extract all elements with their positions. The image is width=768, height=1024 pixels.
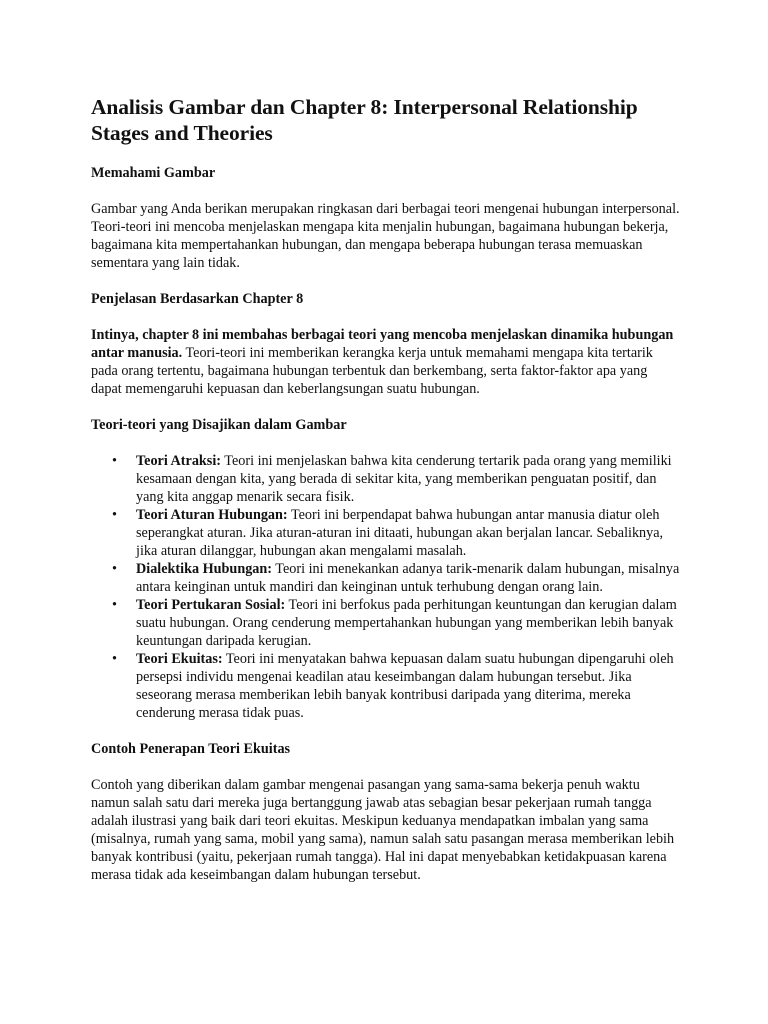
bullet-icon: • xyxy=(112,597,117,613)
penjelasan-lead-bold: Intinya, chapter 8 ini membahas berbagai teori yang mencoba menjelaskan dinamika hubungan antar manusia. xyxy=(91,327,674,361)
theory-term: Teori Aturan Hubungan: xyxy=(136,507,288,523)
theory-description: Teori ini menjelaskan bahwa kita cenderung tertarik pada orang yang memiliki kesamaan dengan kita, yang berada di sekitar kita, yang memberikan penguatan positif, dan yang kita anggap menarik secara fisik. xyxy=(136,453,672,505)
section-heading-contoh: Contoh Penerapan Teori Ekuitas xyxy=(91,741,291,757)
section-heading-teori: Teori-teori yang Disajikan dalam Gambar xyxy=(91,417,347,433)
bullet-icon: • xyxy=(112,453,117,469)
list-item xyxy=(112,452,681,506)
theory-description: Teori ini berfokus pada perhitungan keuntungan dan kerugian dalam suatu hubungan. Orang cenderung mempertahankan hubungan yang memberikan lebih banyak keuntungan daripada kerugian. xyxy=(136,597,677,649)
theory-term: Teori Pertukaran Sosial: xyxy=(136,597,286,613)
bullet-icon: • xyxy=(112,651,117,667)
list-item xyxy=(112,650,681,722)
document-title: Analisis Gambar dan Chapter 8: Interpersonal Relationship Stages and Theories xyxy=(91,95,638,145)
section-heading-penjelasan: Penjelasan Berdasarkan Chapter 8 xyxy=(91,291,304,307)
theory-list xyxy=(91,452,681,722)
bullet-icon: • xyxy=(112,561,117,577)
list-item xyxy=(112,596,681,650)
theory-description: Teori ini menyatakan bahwa kepuasan dalam suatu hubungan dipengaruhi oleh persepsi individu mengenai keadilan atau keseimbangan dalam hubungan tersebut. Jika seseorang merasa memberikan lebih banyak kontribusi daripada yang diterima, mereka cenderung merasa tidak puas. xyxy=(136,651,674,721)
paragraph-penjelasan xyxy=(91,326,681,398)
theory-description: Teori ini menekankan adanya tarik-menarik dalam hubungan, misalnya antara keinginan untuk mandiri dan keinginan untuk terhubung dengan orang lain. xyxy=(136,561,680,595)
theory-term: Dialektika Hubungan: xyxy=(136,561,273,577)
theory-term: Teori Ekuitas: xyxy=(136,651,223,667)
document-body xyxy=(91,94,681,902)
theory-term: Teori Atraksi: xyxy=(136,453,221,469)
bullet-icon: • xyxy=(112,507,117,523)
list-item xyxy=(112,560,681,596)
paragraph-memahami: Gambar yang Anda berikan merupakan ringkasan dari berbagai teori mengenai hubungan interpersonal. Teori-teori ini mencoba menjelaskan mengapa kita menjalin hubungan, bagaimana hubungan bekerja, bagaimana kita mempertahankan hubungan, dan mengapa beberapa hubungan terasa memuaskan sementara yang lain tidak. xyxy=(91,201,680,271)
list-item xyxy=(112,506,681,560)
section-heading-memahami: Memahami Gambar xyxy=(91,165,216,181)
theory-description: Teori ini berpendapat bahwa hubungan antar manusia diatur oleh seperangkat aturan. Jika aturan-aturan ini ditaati, hubungan akan berjalan lancar. Sebaliknya, jika aturan dilanggar, hubungan akan mengalami masalah. xyxy=(136,507,664,559)
penjelasan-lead-rest: Teori-teori ini memberikan kerangka kerja untuk memahami mengapa kita tertarik pada orang tertentu, bagaimana hubungan terbentuk dan berkembang, serta faktor-faktor apa yang dapat memengaruhi kepuasan dan keberlangsungan suatu hubungan. xyxy=(91,345,653,397)
paragraph-contoh: Contoh yang diberikan dalam gambar mengenai pasangan yang sama-sama bekerja penuh waktu namun salah satu dari mereka juga bertanggung jawab atas sebagian besar pekerjaan rumah tangga adalah ilustrasi yang baik dari teori ekuitas. Meskipun keduanya mendapatkan imbalan yang sama (misalnya, rumah yang sama, mobil yang sama), namun salah satu pasangan merasa memberikan lebih banyak kontribusi (yaitu, pekerjaan rumah tangga). Hal ini dapat menyebabkan ketidakpuasan karena merasa tidak ada keseimbangan dalam hubungan tersebut. xyxy=(91,777,675,883)
